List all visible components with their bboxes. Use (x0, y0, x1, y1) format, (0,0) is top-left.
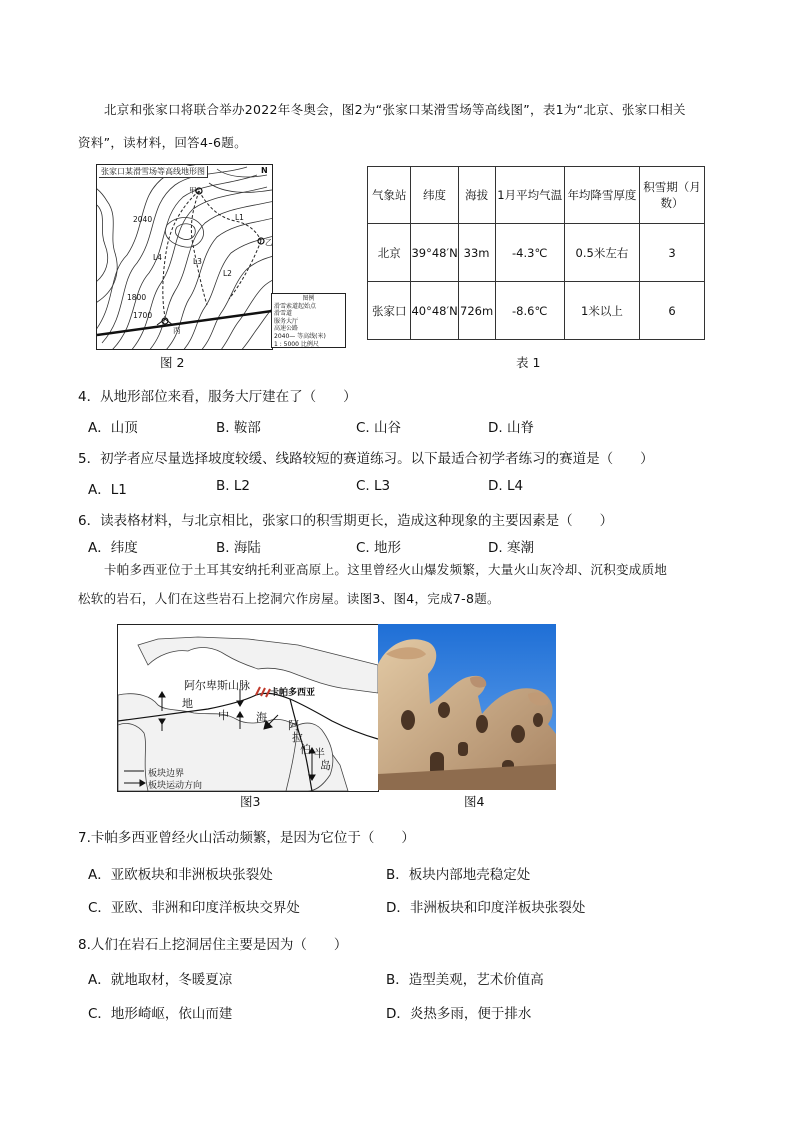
table-header-cell: 积雪期（月数） (640, 167, 705, 224)
trail-label-l1: L1 (235, 213, 244, 222)
table-cell: -4.3℃ (495, 224, 564, 282)
question-8-option-b[interactable]: B．造型美观，艺术价值高 (386, 972, 544, 988)
label-arabia-la: 拉 (292, 731, 303, 744)
question-4-option-b[interactable]: B. 鞍部 (216, 420, 261, 436)
table-header-row (368, 167, 705, 224)
contour-map-figure (96, 164, 273, 350)
question-8-option-a[interactable]: A．就地取材，冬暖夏凉 (88, 972, 233, 988)
label-arabia-bo: 伯 (300, 743, 311, 756)
label-alps-part1 (184, 677, 250, 693)
legend-title: 图例 (302, 295, 315, 302)
question-8-option-d[interactable]: D．炎热多雨，便于排水 (386, 1006, 532, 1022)
question-7-option-b[interactable]: B．板块内部地壳稳定处 (386, 867, 531, 883)
legend-item-ski-trail: 滑雪道 (274, 310, 293, 318)
label-med-zhong: 中 (218, 709, 229, 722)
question-5-option-c[interactable]: C. L3 (356, 478, 391, 494)
intro-line-1: 北京和张家口将联合举办2022年冬奥会，图2为“张家口某滑雪场等高线图”，表1为“北京、张家口相关 (104, 102, 686, 117)
point-label-jia: 甲 (189, 186, 197, 195)
contour-label-1700: 1700 (133, 311, 153, 320)
legend-item-contour: 2040— 等高线(米) (274, 332, 326, 340)
trail-label-l2: L2 (223, 269, 232, 278)
cappadocia-photo (378, 624, 556, 790)
question-7-option-d[interactable]: D．非洲板块和印度洋板块张裂处 (386, 900, 586, 916)
contour-label-2040: 2040 (133, 215, 153, 224)
table-cell: -8.6℃ (495, 282, 564, 340)
question-4-option-d[interactable]: D. 山脊 (488, 420, 534, 436)
legend-item-service-hall: 服务大厅 (274, 317, 299, 325)
question-6-option-a[interactable]: A．纬度 (88, 540, 138, 556)
table-row (368, 224, 705, 282)
table-cell: 33m (458, 224, 495, 282)
table-cell: 39°48′N (411, 224, 458, 282)
table-cell: 6 (640, 282, 705, 340)
legend-item-scale: 1 : 5000 比例尺 (274, 340, 319, 348)
contour-label-1800: 1800 (127, 293, 147, 302)
trail-label-l4: L4 (153, 253, 162, 262)
table-cell: 北京 (368, 224, 411, 282)
question-6-option-d[interactable]: D. 寒潮 (488, 540, 534, 556)
point-label-yi: 乙 (265, 238, 273, 247)
intro2-line-2: 松软的岩石，人们在这些岩石上挖洞穴作房屋。读图3、图4，完成7-8题。 (78, 591, 500, 606)
contour-map-title: 张家口某滑雪场等高线地形图 (99, 166, 208, 178)
figure-2-caption: 图 2 (160, 355, 185, 370)
plate-map-figure (117, 624, 379, 792)
table-header-cell: 年均降雪厚度 (564, 167, 639, 224)
question-4-option-c[interactable]: C. 山谷 (356, 420, 402, 436)
question-4-stem: 4．从地形部位来看，服务大厅建在了（ ） (78, 389, 357, 405)
table-cell: 1米以上 (564, 282, 639, 340)
label-med-hai: 海 (256, 711, 267, 724)
table-cell: 3 (640, 224, 705, 282)
cappadocia-photo-drawing (378, 624, 556, 790)
table-header-cell: 1月平均气温 (495, 167, 564, 224)
question-7-option-a[interactable]: A．亚欧板块和非洲板块张裂处 (88, 867, 273, 883)
point-label-bing: 丙 (173, 326, 181, 335)
label-arabia-dao: 岛 (320, 759, 331, 772)
table-cell: 张家口 (368, 282, 411, 340)
legend-plate-boundary: 板块边界 (148, 769, 185, 779)
label-arabia-a: 阿 (288, 719, 299, 732)
question-5-option-a[interactable]: A．L1 (88, 482, 127, 498)
question-5-option-b[interactable]: B. L2 (216, 478, 250, 494)
table-header-cell: 气象站 (368, 167, 411, 224)
question-7-stem: 7.卡帕多西亚曾经火山活动频繁，是因为它位于（ ） (78, 830, 415, 846)
question-4-option-a[interactable]: A．山顶 (88, 420, 138, 436)
question-7-option-c[interactable]: C．亚欧、非洲和印度洋板块交界处 (88, 900, 300, 916)
table-header-cell: 海拔 (458, 167, 495, 224)
table-cell: 0.5米左右 (564, 224, 639, 282)
contour-map-drawing (97, 165, 272, 349)
trail-label-l3: L3 (193, 257, 202, 266)
label-alps: 阿尔卑斯山脉 (184, 679, 250, 692)
question-6-option-c[interactable]: C. 地形 (356, 540, 402, 556)
contour-map-legend (271, 293, 346, 348)
label-cappadocia: 卡帕多西亚 (270, 688, 316, 698)
intro-line-2: 资料”，读材料，回答4-6题。 (78, 135, 247, 150)
label-arabia-ban: 半 (314, 747, 325, 760)
question-6-stem: 6．读表格材料，与北京相比，张家口的积雪期更长，造成这种现象的主要因素是（ ） (78, 513, 614, 529)
table-1 (367, 166, 705, 340)
table-1-caption: 表 1 (516, 355, 541, 370)
legend-item-highway: 高速公路 (274, 325, 299, 333)
question-5-stem: 5．初学者应尽量选择坡度较缓、线路较短的赛道练习。以下最适合初学者练习的赛道是（ ） (78, 451, 654, 467)
legend-item-cable-start: 滑雪索道起始点 (274, 302, 317, 310)
figure-4-caption: 图4 (464, 794, 485, 809)
north-arrow: N (261, 166, 268, 175)
legend-plate-motion: 板块运动方向 (148, 781, 203, 791)
table-header-cell: 纬度 (411, 167, 458, 224)
question-6-option-b[interactable]: B. 海陆 (216, 540, 261, 556)
question-8-stem: 8.人们在岩石上挖洞居住主要是因为（ ） (78, 937, 348, 953)
question-5-option-d[interactable]: D. L4 (488, 478, 524, 494)
question-8-option-c[interactable]: C．地形崎岖，依山而建 (88, 1006, 233, 1022)
intro2-line-1: 卡帕多西亚位于土耳其安纳托利亚高原上。这里曾经火山爆发频繁，大量火山灰冷却、沉积变成质地 (104, 562, 668, 577)
table-row (368, 282, 705, 340)
table-cell: 726m (458, 282, 495, 340)
label-med-di: 地 (182, 697, 193, 710)
table-cell: 40°48′N (411, 282, 458, 340)
figure-3-caption: 图3 (240, 794, 261, 809)
